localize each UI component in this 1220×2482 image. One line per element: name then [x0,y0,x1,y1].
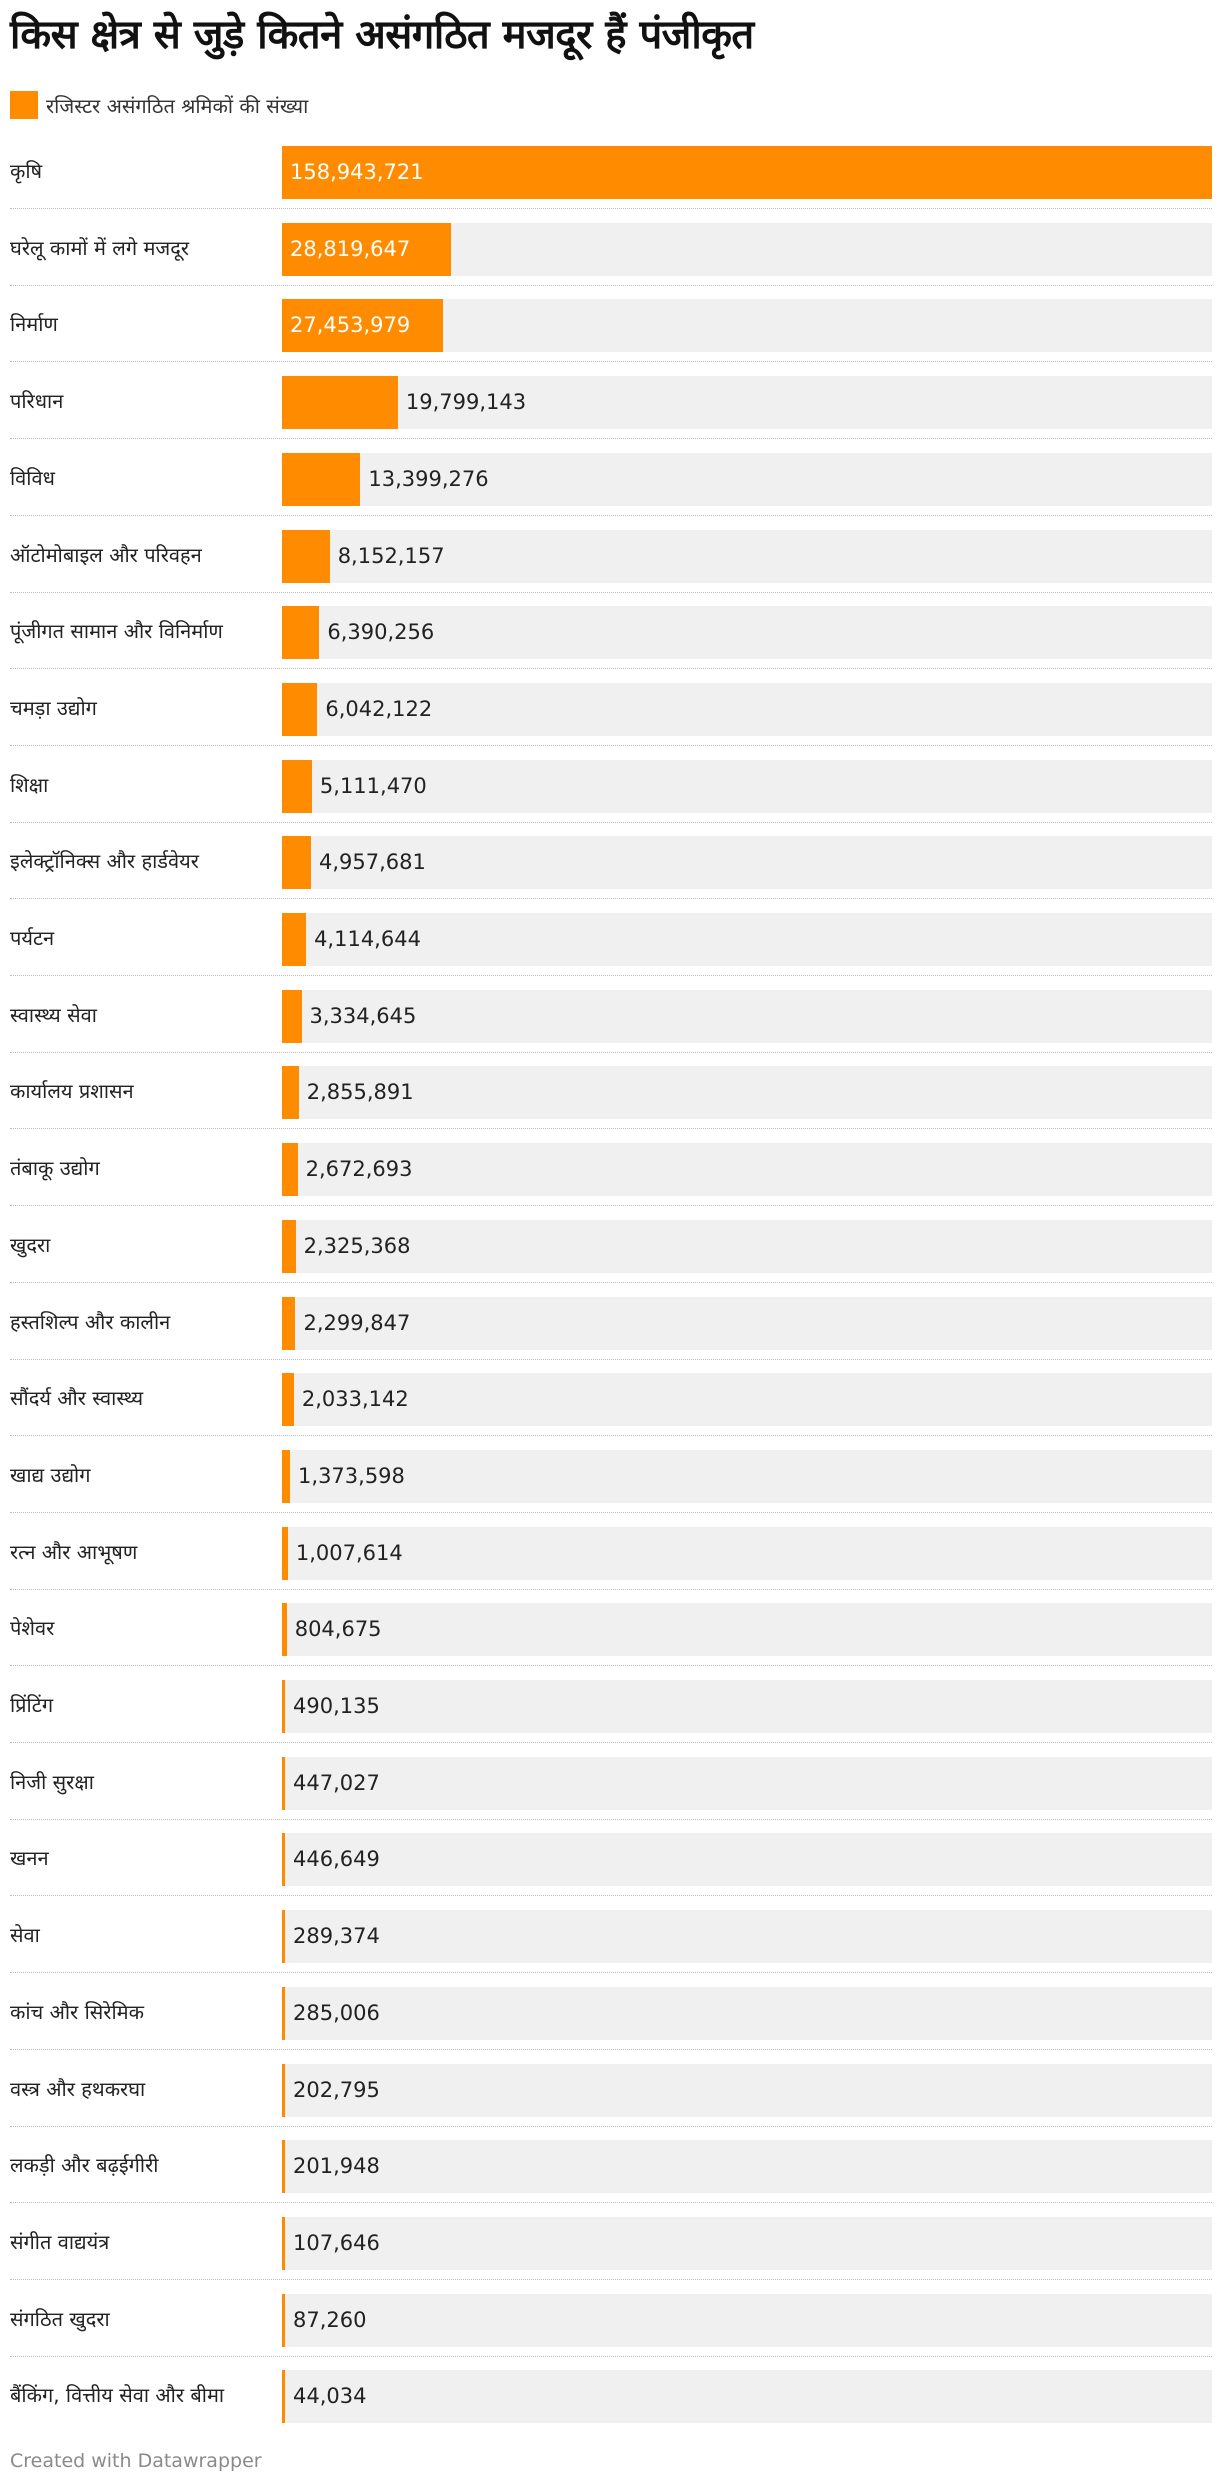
bar-track [282,1143,1212,1196]
bar-row [10,517,1212,593]
bar-value-label: 285,006 [293,2000,380,2025]
category-label: स्वास्थ्य सेवा [10,1002,97,1027]
category-label: पेशेवर [10,1616,55,1641]
bar-track [282,1373,1212,1426]
bar-value-label: 2,672,693 [305,1157,413,1182]
bar-track [282,1603,1212,1656]
category-label: कार्यालय प्रशासन [10,1079,134,1104]
category-label: परिधान [10,389,64,414]
bar-row [10,1820,1212,1896]
bar-row [10,1437,1212,1513]
bar-value-label: 2,855,891 [306,1080,414,1105]
bar-value-label: 3,334,645 [309,1003,417,1028]
bar-row [10,133,1212,209]
bar-track [282,2064,1212,2117]
category-label: चमड़ा उद्योग [10,695,97,720]
bar-value-label: 202,795 [293,2077,380,2102]
category-label: सौंदर्य और स्वास्थ्य [10,1386,144,1411]
bar-track [282,2370,1212,2423]
bar-value-label: 2,325,368 [303,1233,411,1258]
bar-row [10,1130,1212,1206]
bar[interactable] [282,453,360,506]
bar-row [10,363,1212,439]
bar-row [10,900,1212,976]
bar-value-label: 804,675 [294,1617,382,1642]
bar-value-label: 44,034 [293,2384,367,2409]
bar[interactable] [282,2217,285,2270]
bar[interactable] [282,1680,285,1733]
bar-row [10,1053,1212,1129]
category-label: पूंजीगत सामान और विनिर्माण [10,619,223,644]
bar-track [282,1527,1212,1580]
bar-row [10,1207,1212,1283]
category-label: बैंकिंग, वित्तीय सेवा और बीमा [10,2383,225,2408]
bar-track [282,1757,1212,1810]
bar-value-label: 446,649 [293,1847,380,1872]
bar-value-label: 201,948 [293,2154,380,2179]
category-label: खाद्य उद्योग [10,1462,91,1487]
legend-label: रजिस्टर असंगठित श्रमिकों की संख्या [46,93,309,118]
bar[interactable] [282,990,302,1043]
bar-row [10,670,1212,746]
bar[interactable] [282,1450,290,1503]
bar-track [282,2294,1212,2347]
bar-track [282,1066,1212,1119]
bar-row [10,286,1212,362]
category-label: कृषि [10,159,43,183]
category-label: संगीत वाद्ययंत्र [10,2229,110,2254]
category-label: खुदरा [10,1232,51,1257]
bar-track [282,1220,1212,1273]
bar-row [10,2127,1212,2203]
bar-row [10,1360,1212,1436]
bar-row [10,593,1212,669]
bar[interactable] [282,1066,299,1119]
bar-value-label: 6,042,122 [325,696,433,721]
category-label: वस्त्र और हथकरघा [10,2076,146,2101]
bar-row [10,1590,1212,1666]
bar[interactable] [282,2140,285,2193]
bar-row [10,1514,1212,1590]
bar[interactable] [282,1910,285,1963]
bar-value-label: 1,373,598 [298,1463,405,1488]
bar-row [10,2281,1212,2357]
category-label: खनन [10,1846,49,1871]
bar-value-label: 107,646 [293,2230,380,2255]
bar-value-label: 158,943,721 [290,160,424,184]
bar-row [10,2051,1212,2127]
bar-value-label: 1,007,614 [295,1540,403,1565]
bar-value-label: 289,374 [293,1924,380,1949]
bar[interactable] [282,530,330,583]
bar-row [10,823,1212,899]
category-label: इलेक्ट्रॉनिक्स और हार्डवेयर [10,849,199,874]
bar-value-label: 27,453,979 [290,313,411,338]
bar-value-label: 4,957,681 [319,850,426,875]
bar-value-label: 6,390,256 [327,620,435,645]
category-label: निर्माण [10,312,58,337]
bar-track [282,1833,1212,1886]
category-label: विविध [10,465,55,490]
category-label: लकड़ी और बढ़ईगीरी [10,2153,159,2178]
category-label: शिक्षा [10,772,49,797]
bar-value-label: 28,819,647 [290,236,411,261]
bar[interactable] [282,1987,285,2040]
bar-row [10,2357,1212,2433]
bar-track [282,2140,1212,2193]
category-label: हस्तशिल्प और कालीन [10,1309,171,1334]
category-label: तंबाकू उद्योग [10,1156,100,1181]
bar[interactable] [282,1757,285,1810]
bar-row [10,747,1212,823]
bar-track [282,1910,1212,1963]
bar[interactable] [282,376,398,429]
bar[interactable] [282,683,317,736]
bar-track [282,913,1212,966]
bar-value-label: 19,799,143 [405,390,527,415]
bar[interactable] [282,2064,285,2117]
bar[interactable] [282,836,311,889]
bar[interactable] [282,1833,285,1886]
bar-row [10,1744,1212,1820]
category-label: रत्न और आभूषण [10,1539,138,1564]
bar-value-label: 13,399,276 [368,466,489,491]
bar-value-label: 447,027 [293,1770,380,1795]
bar-row [10,1974,1212,2050]
category-label: निजी सुरक्षा [10,1769,94,1794]
bar-track [282,1987,1212,2040]
bar[interactable] [282,1373,294,1426]
bar[interactable] [282,913,306,966]
legend [10,90,308,120]
category-label: पर्यटन [10,926,55,950]
bar-row [10,1284,1212,1360]
category-label: प्रिंटिंग [10,1693,54,1717]
bar-track [282,2217,1212,2270]
bar[interactable] [282,1143,298,1196]
bar-value-label: 490,135 [293,1694,380,1718]
bar-value-label: 8,152,157 [337,543,445,568]
bar-row [10,1667,1212,1743]
bar-value-label: 5,111,470 [319,773,427,798]
category-label: ऑटोमोबाइल और परिवहन [10,542,202,567]
category-label: संगठित खुदरा [10,2306,110,2331]
bar[interactable] [282,1297,295,1350]
bar-row [10,440,1212,516]
bar-track [282,1680,1212,1733]
bar-row [10,210,1212,286]
bar[interactable] [282,1527,288,1580]
bar-row [10,977,1212,1053]
bar-track [282,1297,1212,1350]
bar[interactable] [282,2370,285,2423]
bar-value-label: 87,260 [293,2307,367,2332]
bar-row [10,2204,1212,2280]
category-label: कांच और सिरेमिक [10,1999,144,2024]
bar[interactable] [282,606,319,659]
legend-swatch [10,91,38,119]
bar[interactable] [282,1220,296,1273]
bar-value-label: 2,299,847 [303,1310,411,1335]
bar-track [282,990,1212,1043]
category-label: सेवा [10,1923,40,1948]
bar-value-label: 4,114,644 [314,927,421,951]
bar-value-label: 2,033,142 [301,1387,409,1412]
bar[interactable] [282,2294,285,2347]
bar-row [10,1897,1212,1973]
chart-title: किस क्षेत्र से जुड़े कितने असंगठित मजदूर हैं पंजीकृत [10,12,754,58]
bar-track [282,1450,1212,1503]
bar[interactable] [282,1603,287,1656]
footer-credit[interactable]: Created with Datawrapper [10,2450,262,2472]
bar[interactable] [282,760,312,813]
category-label: घरेलू कामों में लगे मजदूर [10,235,190,260]
